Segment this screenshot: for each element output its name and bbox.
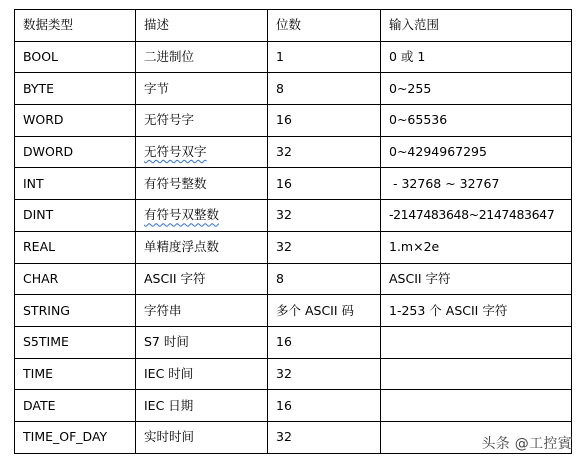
cell-bits: 16 xyxy=(268,105,381,137)
table-row xyxy=(15,231,572,263)
cell-bits: 1 xyxy=(268,41,381,73)
cell-input-range: -2147483648~2147483647 xyxy=(381,200,572,232)
cell-bits: 32 xyxy=(268,231,381,263)
cell-data-type: REAL xyxy=(15,231,136,263)
cell-description: 有符号整数 xyxy=(136,168,268,200)
cell-input-range: ASCII 字符 xyxy=(381,263,572,295)
table-row xyxy=(15,41,572,73)
cell-bits: 8 xyxy=(268,263,381,295)
cell-description: 字节 xyxy=(136,73,268,105)
cell-description: 二进制位 xyxy=(136,41,268,73)
cell-input-range xyxy=(381,326,572,358)
cell-input-range: 0 或 1 xyxy=(381,41,572,73)
cell-input-range xyxy=(381,390,572,422)
cell-data-type: STRING xyxy=(15,295,136,327)
cell-bits: 32 xyxy=(268,421,381,453)
table-header-row xyxy=(15,10,572,42)
cell-bits: 32 xyxy=(268,136,381,168)
cell-data-type: DATE xyxy=(15,390,136,422)
header-description: 描述 xyxy=(136,10,268,42)
cell-bits: 16 xyxy=(268,168,381,200)
cell-data-type: WORD xyxy=(15,105,136,137)
cell-data-type: DINT xyxy=(15,200,136,232)
table-row xyxy=(15,326,572,358)
cell-input-range: - 32768 ~ 32767 xyxy=(381,168,572,200)
cell-data-type: TIME_OF_DAY xyxy=(15,421,136,453)
spellcheck-underline-text: 无符号双字 xyxy=(144,144,207,160)
cell-data-type: S5TIME xyxy=(15,326,136,358)
cell-description xyxy=(136,200,268,232)
cell-bits: 多个 ASCII 码 xyxy=(268,295,381,327)
header-bits: 位数 xyxy=(268,10,381,42)
cell-data-type: BYTE xyxy=(15,73,136,105)
table-row xyxy=(15,263,572,295)
table-row xyxy=(15,358,572,390)
cell-data-type: TIME xyxy=(15,358,136,390)
cell-bits: 8 xyxy=(268,73,381,105)
table-row xyxy=(15,390,572,422)
cell-description: 字符串 xyxy=(136,295,268,327)
cell-description: 单精度浮点数 xyxy=(136,231,268,263)
cell-description: 实时时间 xyxy=(136,421,268,453)
cell-input-range: 1.m×2e xyxy=(381,231,572,263)
cell-description: IEC 日期 xyxy=(136,390,268,422)
cell-input-range: 0~65536 xyxy=(381,105,572,137)
cell-input-range: 1-253 个 ASCII 字符 xyxy=(381,295,572,327)
cell-bits: 16 xyxy=(268,326,381,358)
watermark-text: 头条 @工控賓 xyxy=(481,436,572,452)
cell-input-range: 0~255 xyxy=(381,73,572,105)
header-data-type: 数据类型 xyxy=(15,10,136,42)
cell-input-range: 0~4294967295 xyxy=(381,136,572,168)
cell-data-type: DWORD xyxy=(15,136,136,168)
header-input-range: 输入范围 xyxy=(381,10,572,42)
cell-input-range xyxy=(381,358,572,390)
table-row xyxy=(15,295,572,327)
cell-description xyxy=(136,136,268,168)
cell-bits: 32 xyxy=(268,358,381,390)
cell-bits: 16 xyxy=(268,390,381,422)
cell-data-type: CHAR xyxy=(15,263,136,295)
cell-data-type: INT xyxy=(15,168,136,200)
table-row xyxy=(15,136,572,168)
data-types-table xyxy=(14,9,572,454)
cell-description: ASCII 字符 xyxy=(136,263,268,295)
spellcheck-underline-text: 有符号双整数 xyxy=(144,207,220,223)
table-row xyxy=(15,168,572,200)
table-row xyxy=(15,105,572,137)
table-row xyxy=(15,200,572,232)
cell-data-type: BOOL xyxy=(15,41,136,73)
cell-bits: 32 xyxy=(268,200,381,232)
cell-description: 无符号字 xyxy=(136,105,268,137)
cell-description: IEC 时间 xyxy=(136,358,268,390)
table-row xyxy=(15,73,572,105)
cell-description: S7 时间 xyxy=(136,326,268,358)
